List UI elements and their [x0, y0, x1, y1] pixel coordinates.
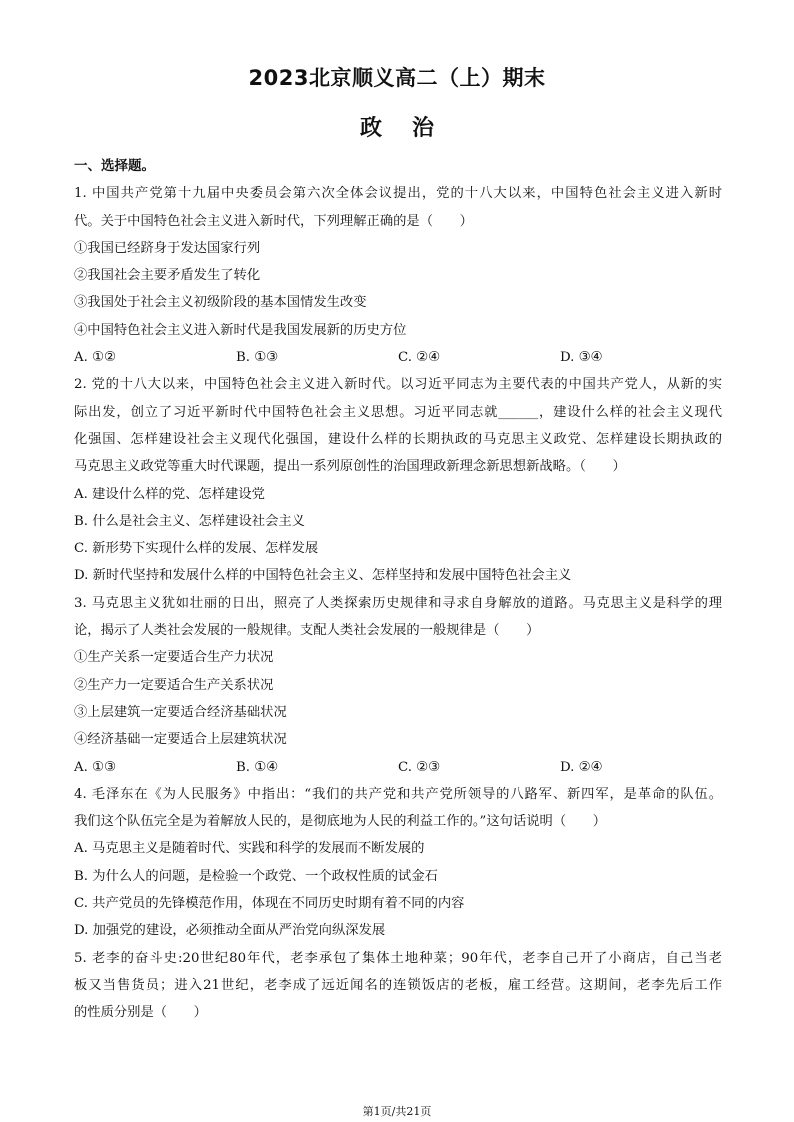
- question-stem-line: 5. 老李的奋斗史:20世纪80年代，老李承包了集体土地种菜；90年代，老李自己开了小商店，自己当老: [74, 950, 722, 966]
- question-stem-line: 化强国、怎样建设社会主义现代化强国，建设什么样的长期执政的马克思主义政党、怎样建设长期执政的: [74, 431, 722, 447]
- question-4: [74, 781, 722, 945]
- question-stem-line: 论，揭示了人类社会发展的一般规律。支配人类社会发展的一般规律是（ ）: [74, 623, 540, 639]
- question-5: [74, 945, 722, 1027]
- question-stem-line: 1. 中国共产党第十九届中央委员会第六次全体会议提出，党的十八大以来，中国特色社会主义进入新时: [74, 186, 722, 202]
- option-c[interactable]: C. 共产党员的先锋模范作用，体现在不同历史时期有着不同的内容: [74, 896, 465, 912]
- question-2: [74, 371, 722, 589]
- question-stem-line: 3. 马克思主义犹如壮丽的日出，照亮了人类探索历史规律和寻求自身解放的道路。马克思主义是科学的理: [74, 595, 722, 611]
- subject-title: 政治: [359, 116, 464, 141]
- statement-item: ③我国处于社会主义初级阶段的基本国情发生改变: [74, 295, 367, 311]
- page-number: 第1页/共21页: [362, 1105, 432, 1118]
- question-stem-line: 4. 毛泽东在《为人民服务》中指出：“我们的共产党和共产党所领导的八路军、新四军，是革命的队伍。: [74, 786, 722, 802]
- option-b[interactable]: B. 什么是社会主义、怎样建设社会主义: [74, 513, 305, 529]
- question-stem-line: 的性质分别是（ ）: [74, 1005, 207, 1021]
- statement-item: ③上层建筑一定要适合经济基础状况: [74, 704, 287, 720]
- answer-options-row: [74, 754, 722, 781]
- question-stem-line: 板又当售货员；进入21世纪，老李成了远近闻名的连锁饭店的老板，雇工经营。这期间，老李先后工作: [74, 977, 722, 993]
- option-b[interactable]: B. 为什么人的问题，是检验一个政党、一个政权性质的试金石: [74, 868, 438, 884]
- option-a[interactable]: A. ①②: [74, 350, 116, 366]
- question-stem-line: 马克思主义政党等重大时代课题，提出一系列原创性的治国理政新理念新思想新战略。（ ）: [74, 459, 626, 475]
- statement-item: ②我国社会主要矛盾发生了转化: [74, 268, 261, 284]
- statement-item: ④中国特色社会主义进入新时代是我国发展新的历史方位: [74, 322, 407, 338]
- option-a[interactable]: A. ①③: [74, 759, 116, 775]
- option-d[interactable]: D. 加强党的建设，必须推动全面从严治党向纵深发展: [74, 923, 386, 939]
- question-stem-line: 2. 党的十八大以来，中国特色社会主义进入新时代。以习近平同志为主要代表的中国共产党人，从新的实: [74, 377, 722, 393]
- option-d[interactable]: D. ③④: [560, 350, 603, 366]
- option-a[interactable]: A. 马克思主义是随着时代、实践和科学的发展而不断发展的: [74, 841, 425, 857]
- statement-item: ②生产力一定要适合生产关系状况: [74, 677, 274, 693]
- question-stem-line: 际出发，创立了习近平新时代中国特色社会主义思想。习近平同志就______，建设什么样的社会主义现代: [74, 404, 722, 420]
- option-a[interactable]: A. 建设什么样的党、怎样建设党: [74, 486, 265, 502]
- section-heading: 一、选择题。: [74, 158, 155, 174]
- statement-item: ①我国已经跻身于发达国家行列: [74, 240, 261, 256]
- statement-item: ④经济基础一定要适合上层建筑状况: [74, 732, 287, 748]
- option-d[interactable]: D. 新时代坚持和发展什么样的中国特色社会主义、怎样坚持和发展中国特色社会主义: [74, 568, 572, 584]
- exam-title: 2023北京顺义高二（上）期末: [248, 66, 546, 90]
- option-d[interactable]: D. ②④: [560, 759, 603, 775]
- exam-content: [74, 153, 722, 1027]
- option-b[interactable]: B. ①③: [236, 350, 279, 366]
- statement-item: ①生产关系一定要适合生产力状况: [74, 650, 274, 666]
- answer-options-row: [74, 344, 722, 371]
- option-c[interactable]: C. ②③: [398, 759, 440, 775]
- question-stem-line: 我们这个队伍完全是为着解放人民的，是彻底地为人民的利益工作的。”这句话说明（ ）: [74, 814, 607, 830]
- option-c[interactable]: C. ②④: [398, 350, 440, 366]
- question-3: [74, 590, 722, 781]
- option-b[interactable]: B. ①④: [236, 759, 279, 775]
- question-1: [74, 180, 722, 371]
- question-stem-line: 代。关于中国特色社会主义进入新时代，下列理解正确的是（ ）: [74, 213, 473, 229]
- option-c[interactable]: C. 新形势下实现什么样的发展、怎样发展: [74, 541, 319, 557]
